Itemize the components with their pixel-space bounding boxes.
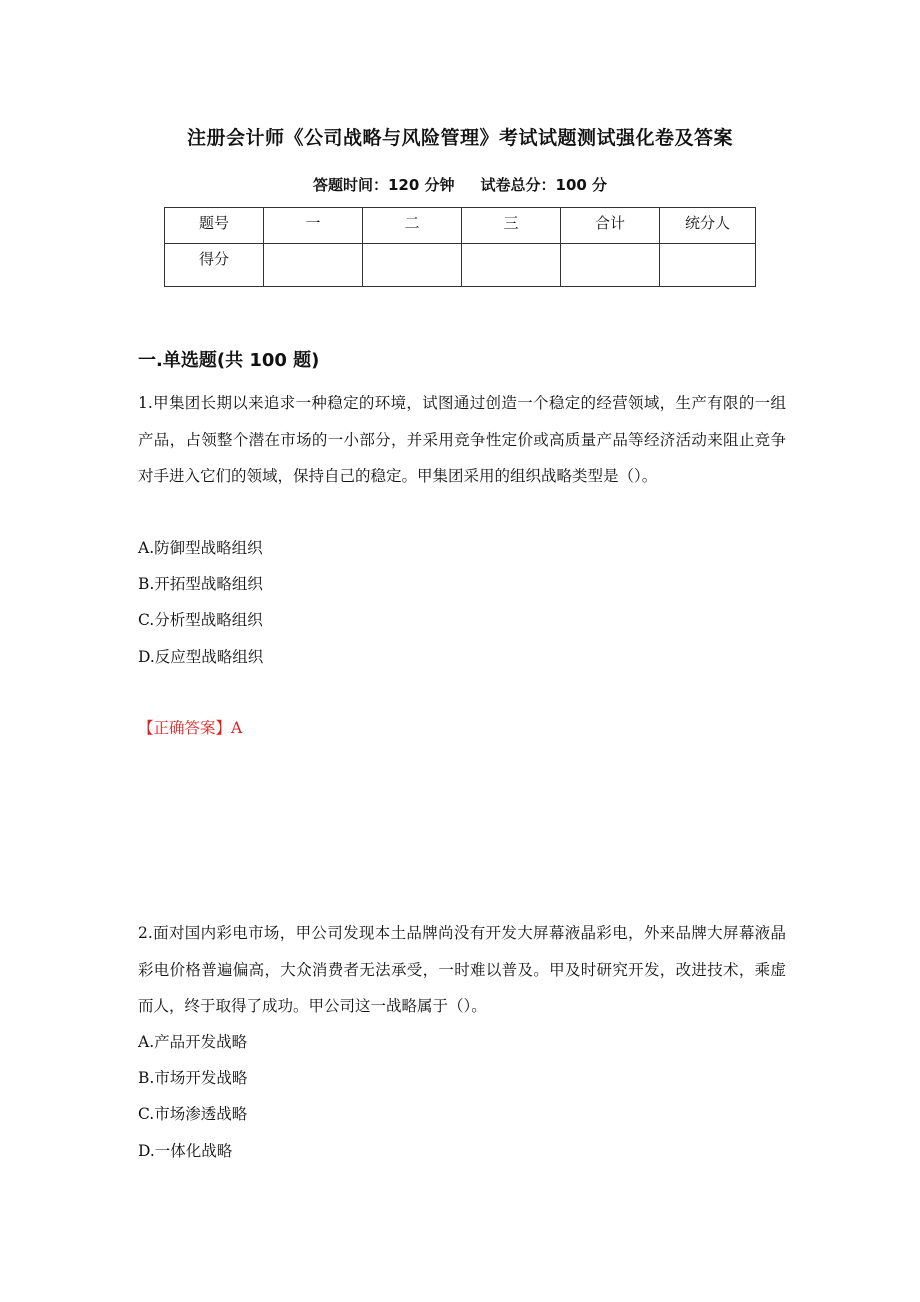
score-header-cell: 二 bbox=[363, 208, 462, 244]
score-table-score-row bbox=[165, 244, 756, 287]
score-cell bbox=[462, 244, 561, 287]
score-header-cell: 三 bbox=[462, 208, 561, 244]
question-option: B.开拓型战略组织 bbox=[138, 575, 263, 593]
score-cell bbox=[363, 244, 462, 287]
exam-meta bbox=[0, 174, 920, 195]
score-row-label: 得分 bbox=[165, 244, 264, 287]
question-option: C.市场渗透战略 bbox=[138, 1105, 248, 1123]
question-option: C.分析型战略组织 bbox=[138, 611, 263, 629]
score-cell bbox=[264, 244, 363, 287]
score-header-cell: 题号 bbox=[165, 208, 264, 244]
question-option: A.产品开发战略 bbox=[138, 1033, 248, 1051]
document-title: 注册会计师《公司战略与风险管理》考试试题测试强化卷及答案 bbox=[186, 127, 733, 149]
score-table-header-row bbox=[165, 208, 756, 244]
score-header-cell: 统分人 bbox=[660, 208, 756, 244]
score-cell bbox=[660, 244, 756, 287]
score-header-cell: 一 bbox=[264, 208, 363, 244]
question-option: A.防御型战略组织 bbox=[138, 539, 263, 557]
exam-total-score: 试卷总分：100 分 bbox=[480, 176, 608, 194]
question-option: D.一体化战略 bbox=[138, 1142, 233, 1160]
correct-answer: 【正确答案】A bbox=[138, 719, 243, 737]
question-option: D.反应型战略组织 bbox=[138, 648, 264, 666]
exam-time: 答题时间：120 分钟 bbox=[312, 176, 455, 194]
question-stem: 1.甲集团长期以来追求一种稳定的环境，试图通过创造一个稳定的经营领域，生产有限的一组产品，占领整个潜在市场的一小部分，并采用竞争性定价或高质量产品等经济活动来阻止竞争对手进入它们的领域，保持自己的稳定。甲集团采用的组织战略类型是（）。 bbox=[138, 394, 786, 485]
score-cell bbox=[561, 244, 660, 287]
score-header-cell: 合计 bbox=[561, 208, 660, 244]
section-title: 一.单选题(共 100 题) bbox=[138, 350, 320, 371]
score-table bbox=[164, 207, 756, 287]
question-stem: 2.面对国内彩电市场，甲公司发现本土品牌尚没有开发大屏幕液晶彩电，外来品牌大屏幕液晶彩电价格普遍偏高，大众消费者无法承受，一时难以普及。甲及时研究开发，改进技术，乘虚而人，终于取得了成功。甲公司这一战略属于（）。 bbox=[138, 924, 786, 1015]
question-option: B.市场开发战略 bbox=[138, 1069, 248, 1087]
